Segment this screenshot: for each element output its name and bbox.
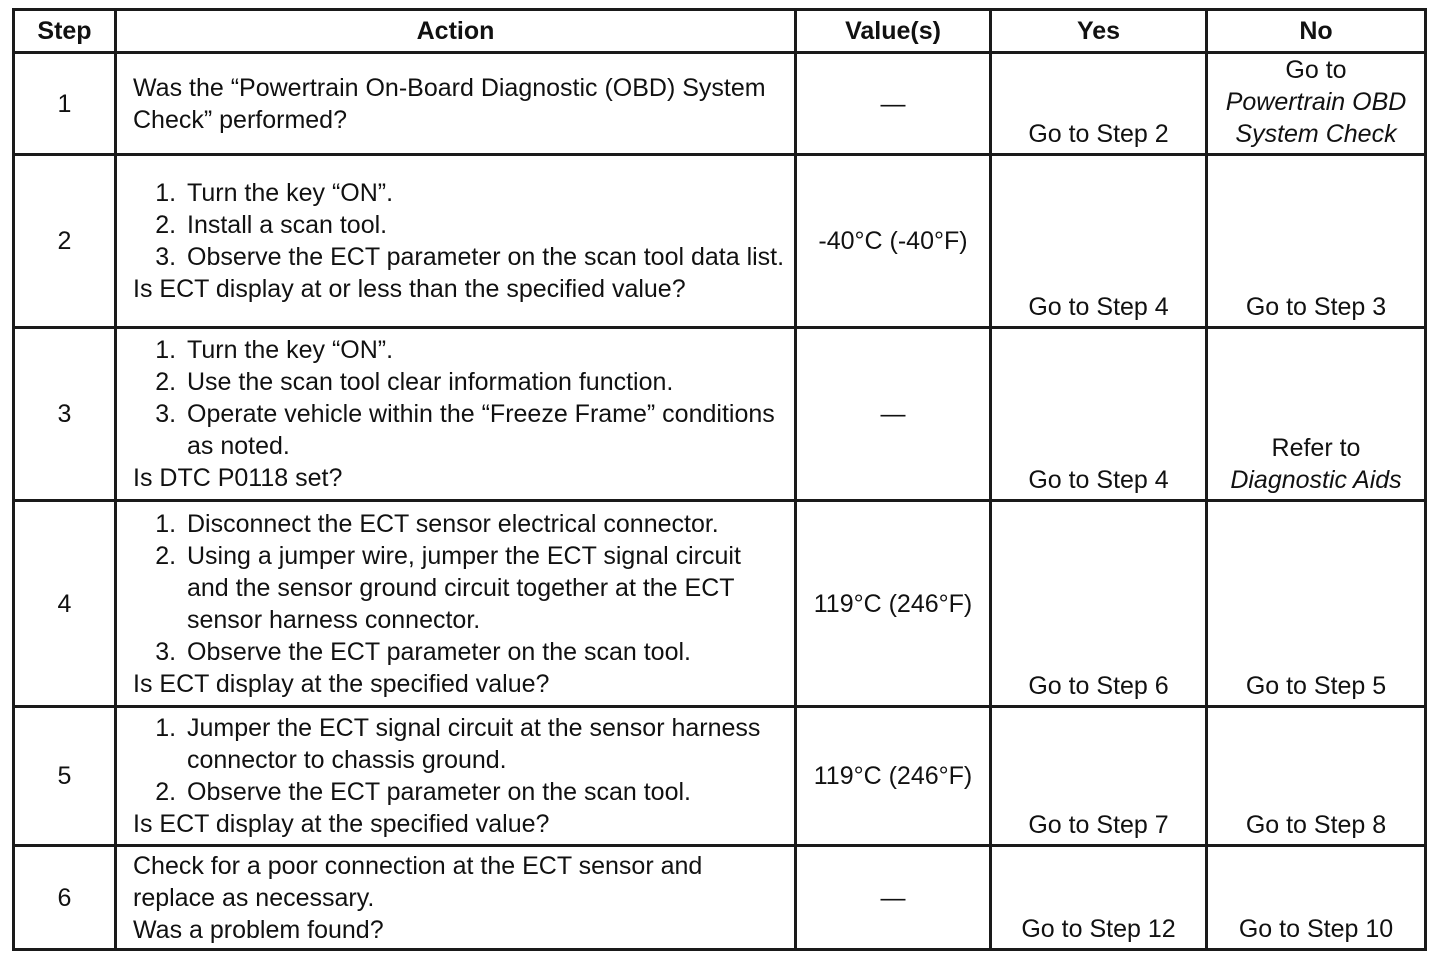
value-cell: — — [796, 846, 991, 950]
action-step: 1. Turn the key “ON”. — [183, 334, 786, 366]
action-step: 3. Observe the ECT parameter on the scan tool data list. — [183, 241, 786, 273]
action-cell — [116, 53, 796, 155]
action-question: Is ECT display at or less than the specified value? — [133, 275, 686, 303]
no-reference: Powertrain OBD — [1225, 88, 1407, 116]
action-step: 2. Observe the ECT parameter on the scan tool. — [183, 776, 786, 808]
action-steps — [133, 712, 786, 808]
action-cell — [116, 707, 796, 846]
yes-cell: Go to Step 4 — [991, 328, 1207, 501]
header-row — [14, 10, 1426, 53]
step-number: 4 — [14, 501, 116, 707]
header-action: Action — [116, 10, 796, 53]
value-cell: — — [796, 53, 991, 155]
action-cell — [116, 846, 796, 950]
table-row — [14, 155, 1426, 328]
value-cell: -40°C (-40°F) — [796, 155, 991, 328]
action-step: 1. Jumper the ECT signal circuit at the sensor harness connector to chassis ground. — [183, 712, 786, 776]
action-cell — [116, 155, 796, 328]
action-step: 3. Operate vehicle within the “Freeze Frame” conditions as noted. — [183, 398, 786, 462]
action-question: Was a problem found? — [133, 915, 384, 944]
no-cell: Go to Step 3 — [1207, 155, 1426, 328]
step-number: 2 — [14, 155, 116, 328]
yes-cell: Go to Step 6 — [991, 501, 1207, 707]
action-steps — [133, 334, 786, 462]
action-text: Was the “Powertrain On-Board Diagnostic (OBD) System Check” performed? — [133, 73, 766, 134]
table-row — [14, 501, 1426, 707]
action-cell — [116, 501, 796, 707]
no-line: Go to — [1285, 56, 1347, 84]
step-number: 5 — [14, 707, 116, 846]
header-yes: Yes — [991, 10, 1207, 53]
header-no: No — [1207, 10, 1426, 53]
table-row — [14, 328, 1426, 501]
action-steps — [133, 177, 786, 273]
no-cell: Go to Step 8 — [1207, 707, 1426, 846]
action-cell — [116, 328, 796, 501]
yes-cell: Go to Step 7 — [991, 707, 1207, 846]
no-reference: Diagnostic Aids — [1230, 466, 1402, 494]
no-cell — [1207, 53, 1426, 155]
action-text: Check for a poor connection at the ECT sensor and replace as necessary. — [133, 851, 703, 912]
header-step: Step — [14, 10, 116, 53]
table-row — [14, 53, 1426, 155]
no-cell: Go to Step 5 — [1207, 501, 1426, 707]
action-step: 2. Install a scan tool. — [183, 209, 786, 241]
action-question: Is ECT display at the specified value? — [133, 669, 550, 698]
yes-cell: Go to Step 2 — [991, 53, 1207, 155]
action-step: 3. Observe the ECT parameter on the scan tool. — [183, 636, 786, 668]
diagnostic-table — [12, 8, 1427, 951]
action-step: 1. Turn the key “ON”. — [183, 177, 786, 209]
no-cell — [1207, 328, 1426, 501]
no-reference: System Check — [1235, 120, 1397, 148]
no-cell: Go to Step 10 — [1207, 846, 1426, 950]
action-step: 2. Using a jumper wire, jumper the ECT signal circuit and the sensor ground circuit together at the ECT sensor harness connector. — [183, 540, 786, 636]
header-values: Value(s) — [796, 10, 991, 53]
step-number: 3 — [14, 328, 116, 501]
action-question: Is ECT display at the specified value? — [133, 810, 550, 838]
action-step: 1. Disconnect the ECT sensor electrical connector. — [183, 508, 786, 540]
action-steps — [133, 508, 786, 668]
value-cell: 119°C (246°F) — [796, 501, 991, 707]
action-question: Is DTC P0118 set? — [133, 464, 343, 492]
yes-cell: Go to Step 4 — [991, 155, 1207, 328]
step-number: 6 — [14, 846, 116, 950]
value-cell: — — [796, 328, 991, 501]
action-step: 2. Use the scan tool clear information function. — [183, 366, 786, 398]
table-row — [14, 707, 1426, 846]
table-row — [14, 846, 1426, 950]
step-number: 1 — [14, 53, 116, 155]
yes-cell: Go to Step 12 — [991, 846, 1207, 950]
value-cell: 119°C (246°F) — [796, 707, 991, 846]
no-line: Refer to — [1271, 434, 1361, 462]
